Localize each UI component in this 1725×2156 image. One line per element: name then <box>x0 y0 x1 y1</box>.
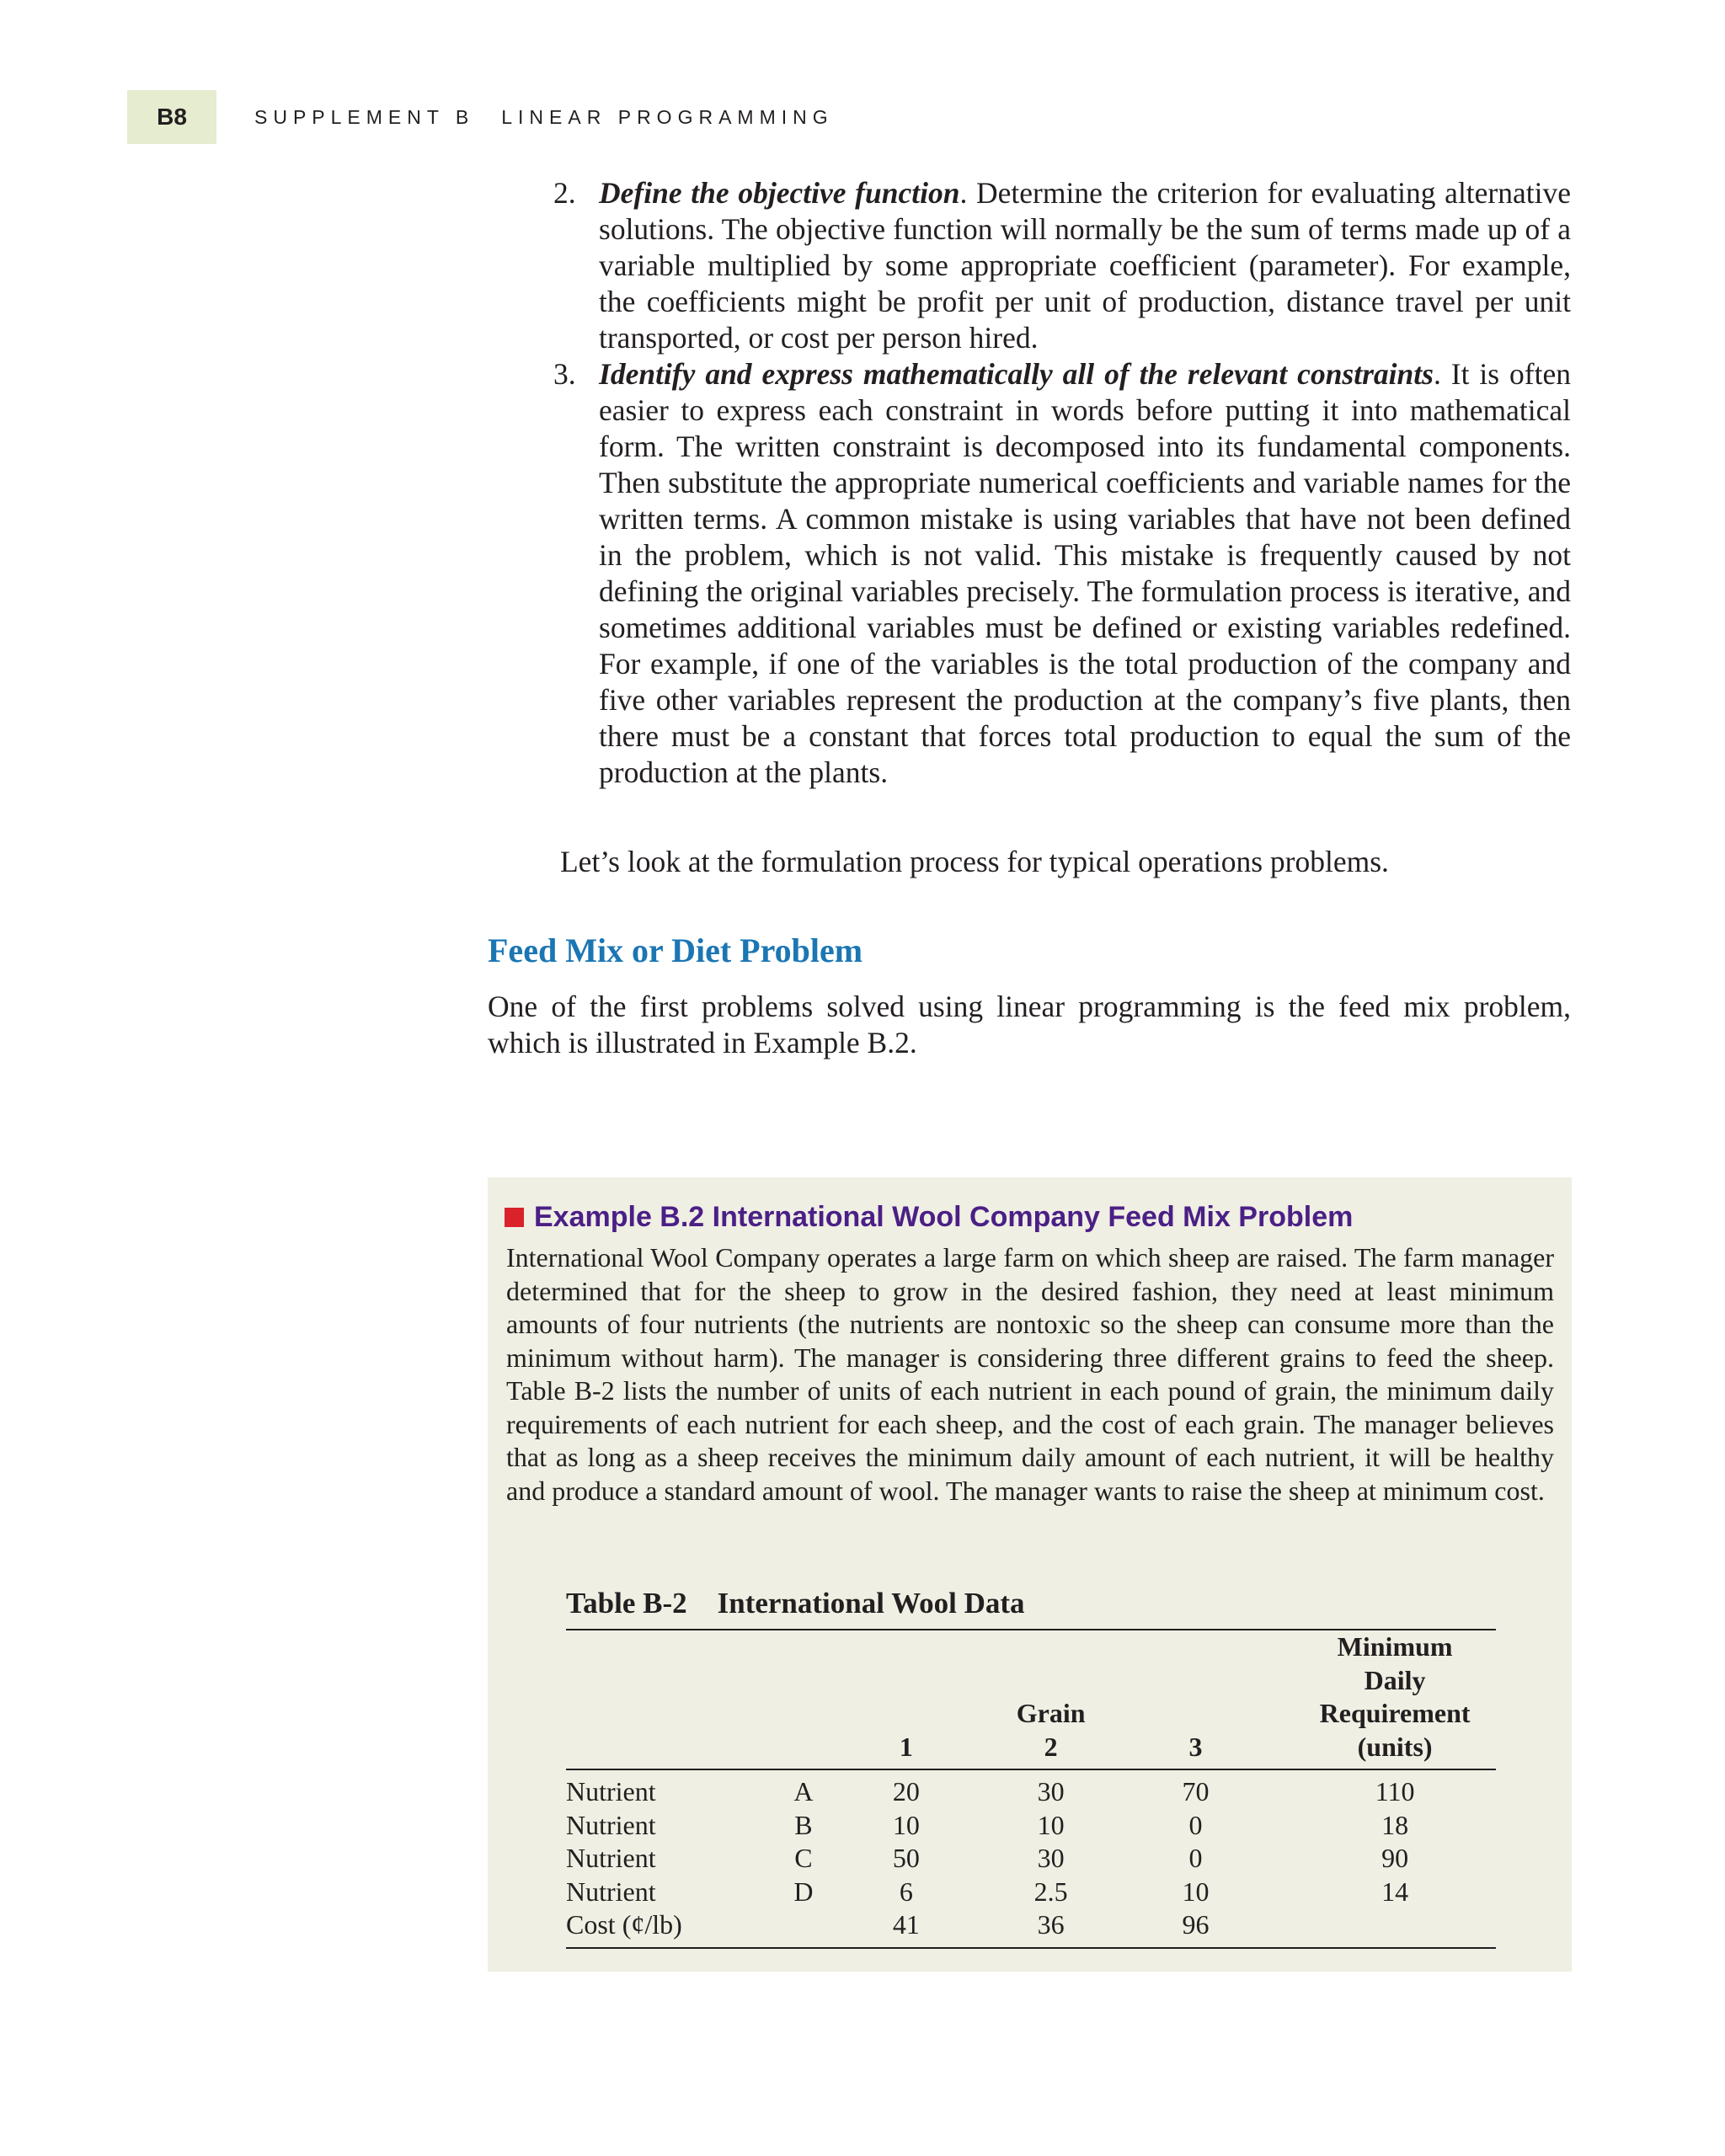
cell-requirement: 90 <box>1381 1843 1409 1873</box>
row-label: Nutrient <box>566 1843 656 1873</box>
cell-requirement <box>1294 1908 1496 1947</box>
step-lead: Identify and express mathematically all of the relevant constraints <box>599 357 1434 391</box>
cell-grain-1: 6 <box>899 1876 913 1907</box>
cell-requirement: 110 <box>1375 1776 1415 1806</box>
grain-header: Grain <box>1016 1698 1086 1728</box>
table-row <box>566 1876 1496 1909</box>
cell-grain-2: 2.5 <box>1033 1876 1068 1907</box>
cell-grain-1: 41 <box>892 1909 920 1940</box>
row-label: Nutrient <box>566 1876 656 1907</box>
example-text: International Wool Company operates a large farm on which sheep are raised. The farm manager determined that for the sheep to grow in the desired fashion, they need at least minimum amounts of four nutrients (the nutrients are nontoxic so the sheep can consume more than the minimum without harm). The manager is considering three different grains to feed the sheep. Table B-2 lists the number of units of each nutrient in each pound of grain, the minimum daily requirements of each nutrient for each sheep, and the cost of each grain. The manager believes that as long as a sheep receives the minimum daily amount of each nutrient, it will be healthy and produce a standard amount of wool. The manager wants to raise the sheep at minimum cost. <box>506 1242 1554 1506</box>
row-label: Nutrient <box>566 1776 656 1806</box>
step-item <box>553 175 1571 356</box>
row-letter: B <box>794 1809 813 1840</box>
numbered-steps <box>553 175 1571 791</box>
cell-grain-1: 20 <box>892 1776 920 1806</box>
step-item <box>553 356 1571 791</box>
table-row <box>566 1908 1496 1947</box>
cell-requirement: 14 <box>1381 1876 1409 1907</box>
row-letter: D <box>793 1876 814 1907</box>
row-label: Cost (¢/lb) <box>566 1909 682 1940</box>
step-text: Determine the criterion for evaluating alternative solutions. The objective function will normally be the sum of terms made up of a variable multiplied by some appropriate coefficient (parameter). For example, the coefficients might be profit per unit of production, distance travel per unit transported, or cost per person hired. <box>599 176 1571 355</box>
example-box <box>488 1177 1572 1972</box>
req-header-line: Daily <box>1364 1664 1426 1695</box>
cell-grain-3: 0 <box>1188 1843 1203 1873</box>
cell-grain-1: 50 <box>892 1843 920 1873</box>
step-number: 3. <box>553 357 576 391</box>
table-row <box>566 1809 1496 1843</box>
req-header-line: Minimum <box>1337 1631 1453 1662</box>
transition-paragraph: Let’s look at the formulation process for typical operations problems. <box>560 845 1389 878</box>
table-title: International Wool Data <box>717 1587 1025 1620</box>
row-letter <box>773 1908 834 1947</box>
section-intro: One of the first problems solved using linear programming is the feed mix problem, which is illustrated in Example B.2. <box>488 990 1571 1059</box>
example-marker-icon <box>505 1208 524 1227</box>
table-row <box>566 1769 1496 1809</box>
grain-column-header: 1 <box>834 1731 979 1770</box>
cell-grain-2: 30 <box>1037 1843 1065 1873</box>
cell-grain-3: 70 <box>1182 1776 1210 1806</box>
cell-requirement: 18 <box>1381 1809 1409 1840</box>
cell-grain-3: 10 <box>1182 1876 1210 1907</box>
cell-grain-3: 0 <box>1188 1809 1203 1840</box>
row-letter: C <box>794 1843 813 1873</box>
example-title <box>505 1201 1353 1234</box>
cell-grain-2: 36 <box>1037 1909 1065 1940</box>
example-title-text: Example B.2 International Wool Company Feed Mix Problem <box>534 1201 1354 1233</box>
cell-grain-2: 30 <box>1037 1776 1065 1806</box>
page-number: B8 <box>127 90 216 144</box>
chapter-title: LINEAR PROGRAMMING <box>501 106 834 128</box>
row-label: Nutrient <box>566 1809 656 1840</box>
step-number: 2. <box>553 176 576 210</box>
step-text: It is often easier to express each constraint in words before putting it into mathematical form. The written constraint is decomposed into its fundamental components. Then substitute the appropriate numerical coefficients and variable names for the written terms. A common mistake is using variables that have not been defined in the problem, which is not valid. This mistake is frequently caused by not defining the original variables precisely. The formulation process is iterative, and sometimes additional variables must be defined or existing variables redefined. For example, if one of the variables is the total production of the company and five other variables represent the production at the company’s five plants, then there must be a constant that forces total production to equal the sum of the production at the plants. <box>599 357 1571 789</box>
table-row <box>566 1842 1496 1876</box>
table-caption <box>566 1587 1025 1620</box>
cell-grain-1: 10 <box>892 1809 920 1840</box>
step-lead: Define the objective function <box>599 176 960 210</box>
step-paragraph <box>599 356 1571 791</box>
req-header-line: Requirement <box>1319 1698 1471 1728</box>
supplement-label: SUPPLEMENT B <box>254 106 475 128</box>
step-paragraph <box>599 175 1571 356</box>
cell-grain-3: 96 <box>1182 1909 1210 1940</box>
table-label: Table B-2 <box>566 1587 687 1620</box>
data-table <box>566 1629 1496 1949</box>
req-header-line: (units) <box>1294 1731 1496 1770</box>
section-heading: Feed Mix or Diet Problem <box>488 931 863 969</box>
cell-grain-2: 10 <box>1037 1809 1065 1840</box>
step-lead-punct: . <box>959 176 968 210</box>
grain-column-header: 3 <box>1124 1731 1268 1770</box>
row-letter: A <box>793 1776 814 1806</box>
step-lead-punct: . <box>1433 357 1441 391</box>
grain-column-header: 2 <box>979 1731 1124 1770</box>
running-head <box>254 106 834 129</box>
